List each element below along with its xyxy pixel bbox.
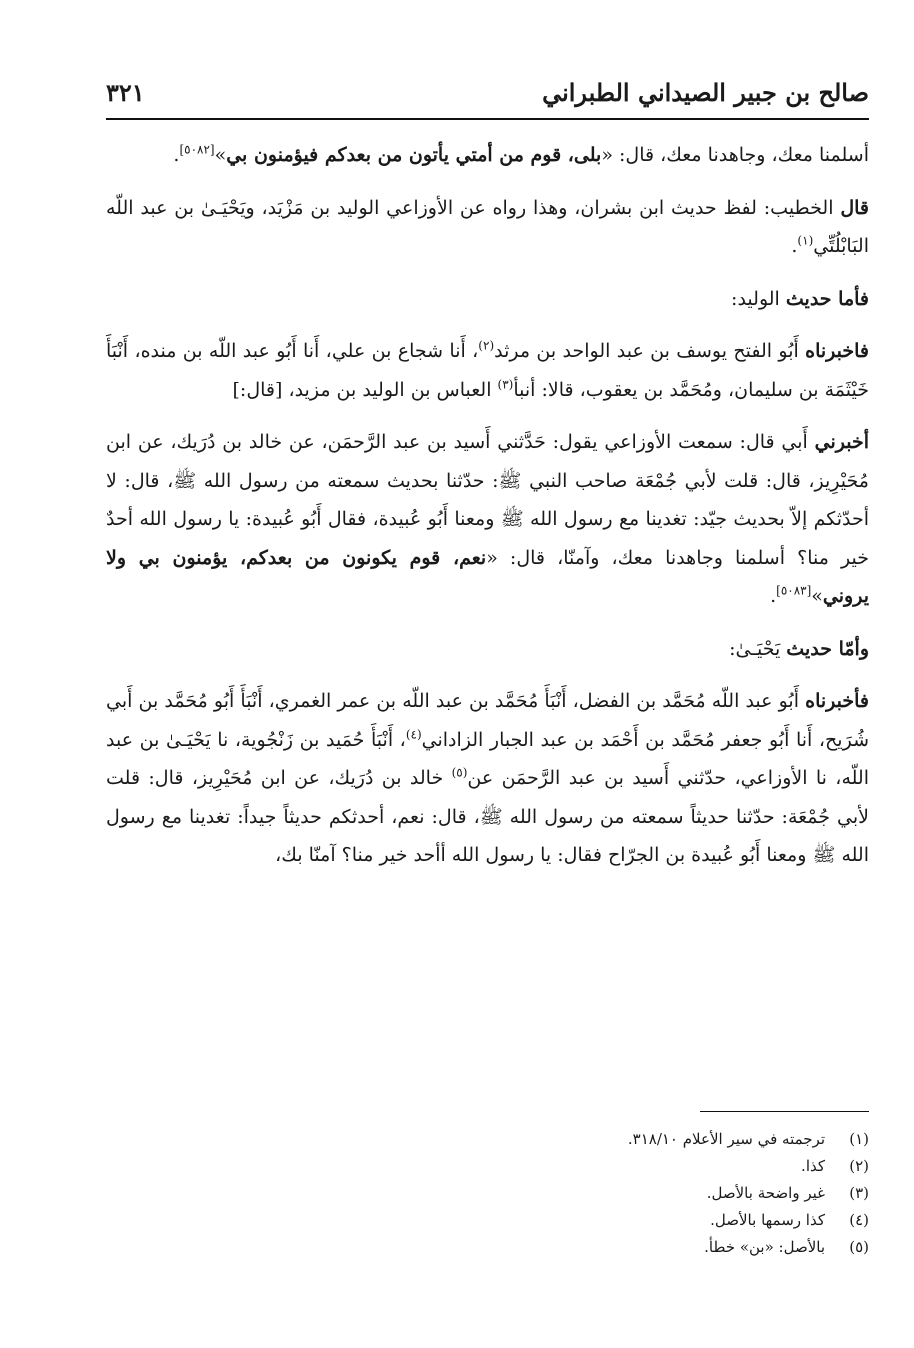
text: خالد بن دُرَيك، عن ابن مُحَيْرِيز، قال: قلت لأبي جُمْعَة: حدّثنا حديثاً سمعته من رسول الله ﷺ، قال: نعم، أحدثكم حديثاً جيداً: تغدينا مع رسول الله ﷺ ومعنا أَبُو عُبيدة بن الجرّاح فقال: يا رسول الله أأحد خير منا؟ آمنّا بك، (106, 767, 869, 866)
text: الخطيب: لفظ حديث ابن بشران، وهذا رواه عن الأوزاعي الوليد بن مَزْيَد، ويَحْيَـىٰ بن عبد اللّه البَابْلُتِّي (106, 196, 869, 257)
lead-word: قال (840, 196, 869, 219)
text: أسلمنا معك، وجاهدنا معك، قال: « (601, 144, 869, 166)
footnote-ref: (٤) (405, 727, 422, 742)
text: الوليد: (731, 287, 786, 310)
lead-word: فأما حديث (785, 287, 869, 310)
footnote-ref: (٣) (497, 377, 514, 392)
text: . (173, 144, 180, 166)
text: أَبُو الفتح يوسف بن عبد الواحد بن مرثد (494, 340, 806, 362)
text: . (791, 235, 798, 257)
footnote-item (106, 1153, 869, 1180)
header-divider (106, 118, 869, 120)
paragraph-3 (106, 280, 869, 319)
hadith-number: [٥٠٨٣] (776, 583, 812, 598)
page-header (106, 78, 869, 118)
text: ، أَنا شجاع بن علي، أَنا أَبُو عبد اللّه بن منده، أَنْبَأَ خَيْثَمَة بن سليمان، ومُحَمَّد بن يعقوب، قالا: أنبأ (106, 340, 869, 401)
running-title: صالح بن جبير الصيداني الطبراني (542, 78, 869, 107)
footnote-number: (٢) (849, 1157, 869, 1175)
footnote-ref: (١) (797, 233, 814, 248)
footnote-number: (٤) (849, 1211, 869, 1229)
text: يَحْيَـىٰ: (729, 637, 787, 660)
hadith-text: نعم، قوم يكونون من بعدكم، يؤمنون بي ولا يروني (106, 546, 869, 607)
text: أَبي قال: سمعت الأوزاعي يقول: حَدَّثني أَسيد بن عبد الرَّحمَن، عن خالد بن دُرَيك، عن ابن مُحَيْرِيز، قال: قلت لأبي جُمْعَة صاحب النبي ﷺ: حدّثنا بحديث سمعته من رسول الله ﷺ، قال: لا أحدّثكم إلاّ بحديث جيّد: تغدينا مع رسول الله ﷺ ومعنا أَبُو عُبيدة، فقال أَبُو عُبيدة: يا رسول الله أحدٌ خير منا؟ أسلمنا وجاهدنا معك، وآمنّا، قال: « (106, 431, 869, 569)
page-number: ٣٢١ (106, 78, 145, 107)
footnotes (106, 1126, 869, 1261)
lead-word: فأخبرناه (805, 690, 869, 712)
footnote-text: ترجمته في سير الأعلام ٣١٨/١٠. (627, 1130, 825, 1148)
lead-word: وأمّا حديث (786, 637, 869, 660)
text: » (811, 585, 823, 607)
paragraph-5 (106, 423, 869, 616)
paragraph-7 (106, 682, 869, 875)
footnote-number: (١) (849, 1130, 869, 1148)
footnote-item (106, 1234, 869, 1261)
footnote-ref: (٢) (478, 338, 495, 353)
footnote-ref: (٥) (451, 765, 468, 780)
footnote-item (106, 1126, 869, 1153)
paragraph-2 (106, 189, 869, 266)
footnote-number: (٣) (849, 1184, 869, 1202)
hadith-number: [٥٠٨٢] (179, 142, 215, 157)
lead-word: أخبرني (814, 431, 869, 453)
paragraph-1 (106, 136, 869, 175)
footnote-text: كذا رسمها بالأصل. (710, 1211, 825, 1229)
footnote-number: (٥) (849, 1238, 869, 1256)
text: » (214, 144, 227, 166)
main-text (106, 136, 869, 889)
footnote-text: بالأصل: «بن» خطأ. (704, 1238, 825, 1256)
footnote-text: غير واضحة بالأصل. (706, 1184, 825, 1202)
paragraph-6 (106, 630, 869, 669)
footnote-item (106, 1180, 869, 1207)
footnote-divider (700, 1111, 869, 1112)
footnote-item (106, 1207, 869, 1234)
footnote-text: كذا. (801, 1157, 825, 1175)
text: ، أَنْبَأَ حُمَيد بن زَنْجُوية، نا يَحْيَـىٰ بن عبد اللّه، نا الأوزاعي، حدّثني أَسيد بن عبد الرَّحمَن عن (106, 728, 869, 789)
hadith-text: بلى، قوم من أمتي يأتون من بعدكم فيؤمنون بي (226, 144, 602, 166)
text: . (770, 585, 777, 607)
lead-word: فاخبرناه (805, 340, 870, 362)
paragraph-4 (106, 332, 869, 409)
text: أَبُو عبد اللّه مُحَمَّد بن الفضل، أَنْبَأَ مُحَمَّد بن عبد اللّه بن عمر الغمري، أَنْبَأَ أَبُو مُحَمَّد بن أَبي شُرَيح، أَنا أَبُو جعفر مُحَمَّد بن أَحْمَد بن عبد الجبار الزاداني (106, 690, 869, 751)
text: العباس بن الوليد بن مزيد، [قال:] (232, 378, 498, 401)
